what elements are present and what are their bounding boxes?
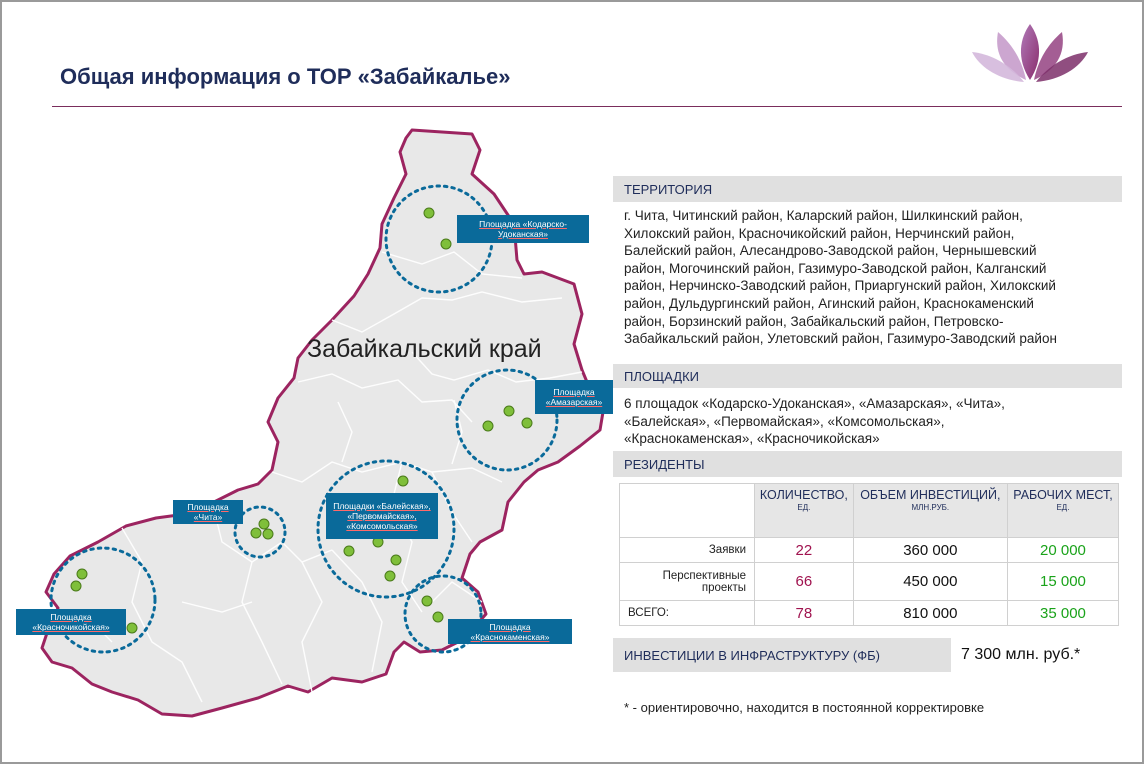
site-label-chita: Площадка «Чита» [173, 500, 243, 524]
investment-value: 7 300 млн. руб.* [961, 646, 1081, 663]
lotus-logo-icon [964, 18, 1096, 90]
col-jobs: РАБОЧИХ МЕСТ, ЕД. [1007, 484, 1118, 538]
site-label-kodar: Площадка «Кодарско-Удоканская» [457, 215, 589, 243]
page-title: Общая информация о ТОР «Забайкалье» [60, 64, 511, 89]
territory-heading: ТЕРРИТОРИЯ [613, 176, 1122, 202]
sites-heading: ПЛОЩАДКИ [613, 364, 1122, 388]
site-label-krasnokam: Площадка «Краснокаменская» [448, 619, 572, 644]
table-row: ВСЕГО: 78 810 000 35 000 [620, 601, 1119, 626]
title-divider [52, 106, 1122, 107]
territory-text: г. Чита, Читинский район, Каларский район, Шилкинский район, Хилокский район, Красночикойский район, Нерчинский район, Балейский район, Алесандрово-Заводской район, Чернышевский район, Могочинский район, Газимуро-Заводской район, Калганский район, Нерчинско-Заводский район, Приаргунский район, Хилокский район, Дульдургинский район, Агинский район, Краснокаменский район, Борзинский район, Забайкальский район, Петровско- Забайкальский район, Улетовский район, Газимуро-Заводский район [624, 208, 1057, 347]
table-row: Перспективные проекты 66 450 000 15 000 [620, 563, 1119, 601]
site-label-amazar: Площадка «Амазарская» [535, 380, 613, 414]
region-label: Забайкальский край [307, 335, 542, 363]
residents-heading: РЕЗИДЕНТЫ [613, 451, 1122, 477]
residents-table [619, 483, 1119, 626]
site-label-baley: Площадки «Балейская», «Первомайская», «Комсомольская» [326, 493, 438, 539]
table-row: Заявки 22 360 000 20 000 [620, 538, 1119, 563]
footnote: * - ориентировочно, находится в постоянной корректировке [624, 700, 985, 715]
sites-text: 6 площадок «Кодарско-Удоканская», «Амазарская», «Чита», «Балейская», «Первомайская», «Комсомольская», «Краснокаменская», «Красночикойская» [624, 396, 1005, 447]
infrastructure-investment [613, 638, 1122, 672]
investment-label: ИНВЕСТИЦИИ В ИНФРАСТРУКТУРУ (ФБ) [613, 638, 951, 672]
col-investment: ОБЪЕМ ИНВЕСТИЦИЙ, МЛН.РУБ. [853, 484, 1007, 538]
col-count: КОЛИЧЕСТВО, ЕД. [755, 484, 854, 538]
table-corner [620, 484, 755, 538]
site-label-krasnochik: Площадка «Красночикойская» [16, 609, 126, 635]
